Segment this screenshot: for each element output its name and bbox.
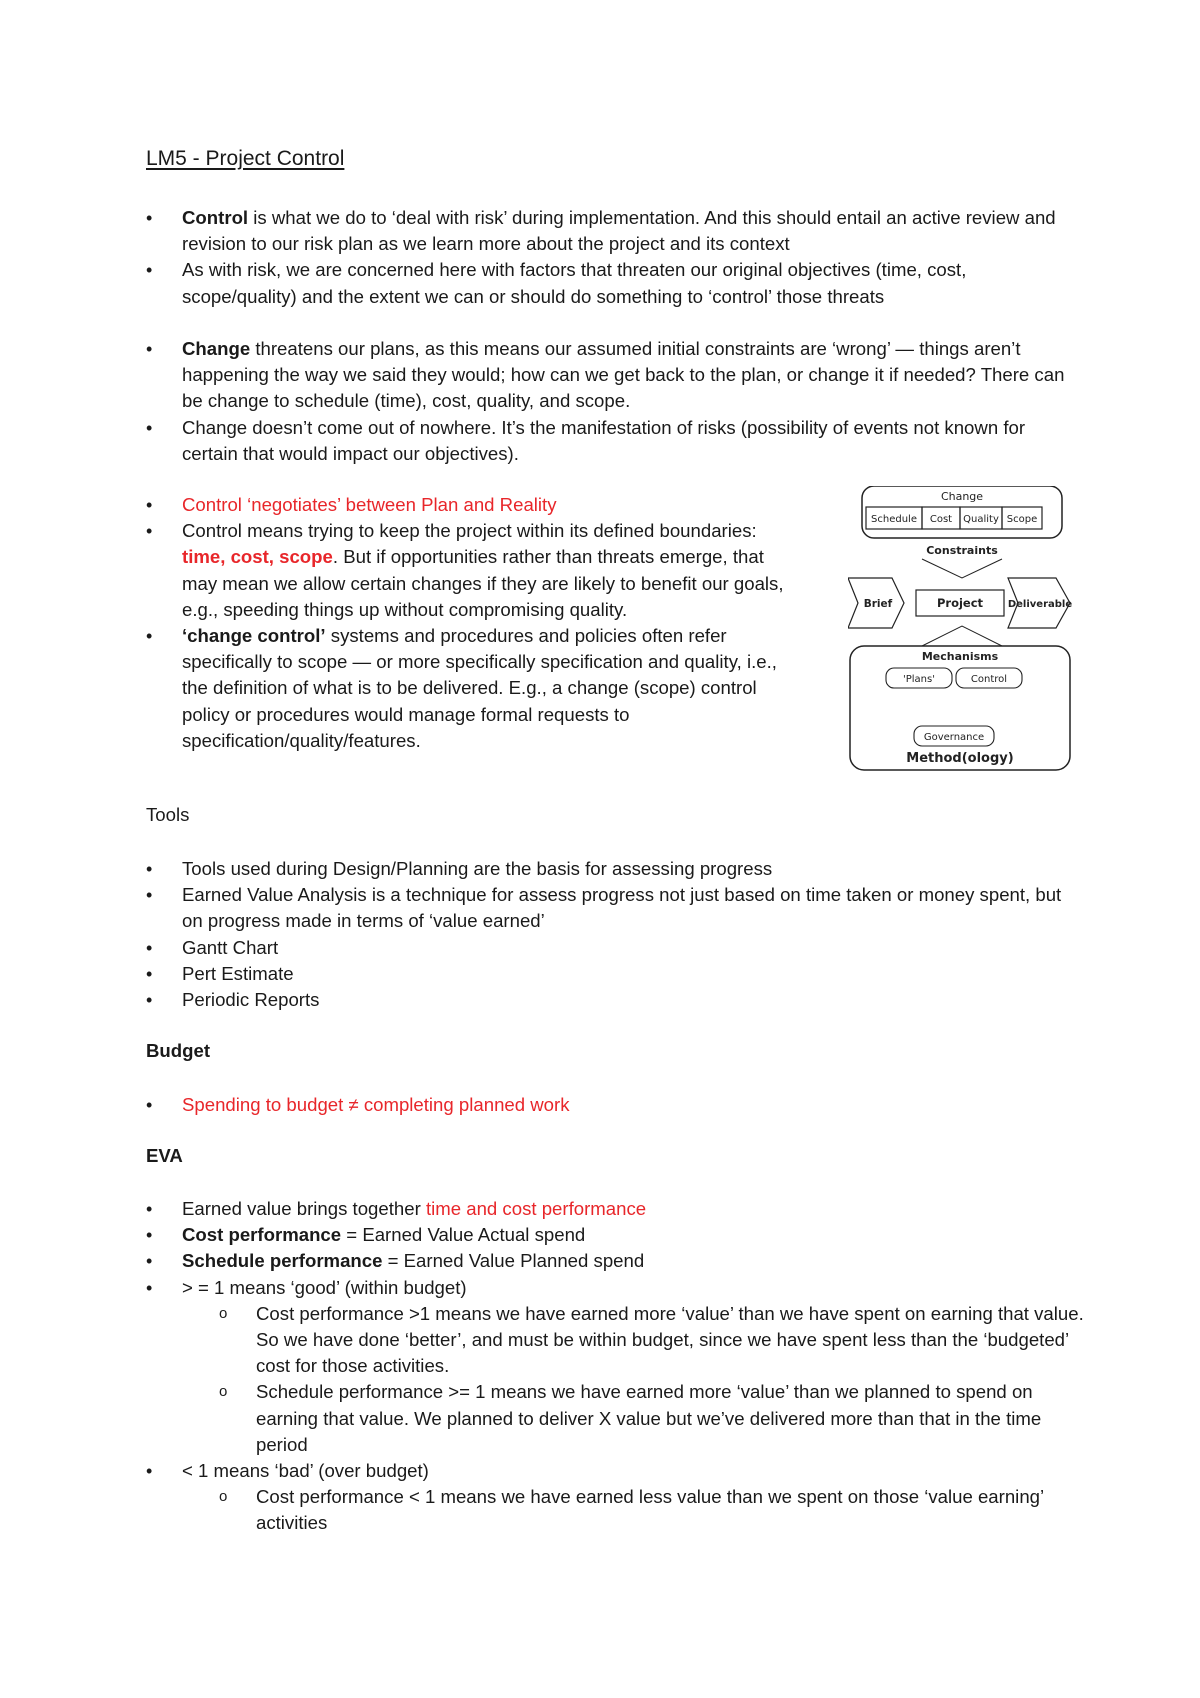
list-item-text: = Earned Value Planned spend: [382, 1250, 645, 1272]
change-label: Change: [940, 490, 984, 503]
list-item-text: Cost performance < 1 means we have earned less value than we spent on those ‘value earning’ activities: [256, 1486, 1044, 1534]
highlight-text: Control ‘negotiates’ between Plan and Reality: [182, 494, 557, 515]
list-item: [146, 518, 786, 623]
list-item: [146, 987, 1086, 1013]
highlight-text: time and cost performance: [425, 1198, 647, 1219]
cost-label: Cost: [929, 514, 953, 525]
sub-list: [182, 1484, 1086, 1536]
list-item-text: Schedule performance >= 1 means we have earned more ‘value’ than we planned to spend on earning that value. We planned to deliver X value but we’ve delivered more than that in the time period: [256, 1381, 1042, 1455]
sub-list-item: [219, 1484, 1086, 1536]
constraints-chevron: [922, 559, 1002, 578]
schedule-label: Schedule: [871, 514, 917, 525]
list-item-text: is what we do to ‘deal with risk’ during implementation. And this should entail an active review and revision to our risk plan as we learn more about the project and its context: [182, 207, 1056, 255]
list-item: [146, 961, 1086, 987]
quality-label: Quality: [963, 514, 999, 525]
control-label: Control: [970, 674, 1008, 685]
list-item: [146, 205, 1066, 257]
deliverable-label: Deliverable: [1007, 599, 1072, 610]
list-item: [146, 1458, 1086, 1537]
tools-heading: Tools: [146, 804, 190, 825]
list-item: [146, 336, 1066, 415]
eva-heading: EVA: [146, 1145, 183, 1166]
mechanisms-chevron: [922, 626, 1002, 646]
plans-label: 'Plans': [903, 674, 935, 685]
list-item-text: Change doesn’t come out of nowhere. It’s the manifestation of risks (possibility of events not known for certain that would impact our objectives).: [182, 416, 1026, 464]
list-item-text: threatens our plans, as this means our assumed initial constraints are ‘wrong’ — things aren’t happening the way we said they would; how can we get back to the plan, or change it if needed? There can be change to schedule (time), cost, quality, and scope.: [182, 338, 1065, 412]
list-item: [146, 1196, 1086, 1222]
governance-label: Governance: [923, 732, 985, 743]
term-schedule-performance: Schedule performance: [182, 1250, 383, 1272]
tools-list: [146, 856, 1086, 1013]
list-item: [146, 623, 786, 754]
control-list: [146, 492, 786, 754]
list-item-text: systems and procedures and policies often refer specifically to scope — or more specifically specification and quality, i.e., the definition of what is to be delivered. E.g., a change (scope) control policy or procedures would manage formal requests to specification/quality/features.: [182, 625, 777, 751]
budget-heading: Budget: [146, 1040, 211, 1061]
scope-label: Scope: [1006, 514, 1038, 525]
list-item: [146, 1092, 1086, 1118]
list-item: [146, 856, 1086, 882]
list-item-text: < 1 means ‘bad’ (over budget): [182, 1460, 429, 1482]
constraints-label: Constraints: [926, 544, 998, 557]
list-item-text: Tools used during Design/Planning are the basis for assessing progress: [182, 858, 773, 879]
highlight-text: time, cost, scope: [182, 546, 333, 568]
list-item: [146, 492, 786, 518]
list-item-text: Gantt Chart: [182, 936, 279, 958]
sub-list-item: [219, 1301, 1086, 1380]
term-cost-performance: Cost performance: [182, 1224, 342, 1246]
list-item-text: Cost performance >1 means we have earned more ‘value’ than we have spent on earning that value. So we have done ‘better’, and must be within budget, since we have spent less than the ‘budgeted’ cost for those activities.: [256, 1302, 1084, 1377]
list-item-text: As with risk, we are concerned here with factors that threaten our original objectives (time, cost, scope/quality) and the extent we can or should do something to ‘control’ those threats: [182, 259, 967, 307]
list-item-text: Earned Value Analysis is a technique for assess progress not just based on time taken or money spent, but on progress made in terms of ‘value earned’: [182, 884, 1062, 932]
list-item: [146, 1222, 1086, 1248]
term-change: Change: [182, 338, 251, 359]
project-label: Project: [936, 596, 984, 610]
eva-list: [146, 1196, 1086, 1537]
brief-label: Brief: [863, 598, 893, 610]
term-change-control: ‘change control’: [182, 625, 326, 647]
list-item: [146, 1248, 1086, 1274]
sub-list: [182, 1301, 1086, 1458]
list-item: [146, 882, 1086, 934]
project-control-diagram: [848, 486, 1072, 772]
list-item-text: Control means trying to keep the project within its defined boundaries:: [182, 520, 757, 542]
change-list: [146, 336, 1066, 467]
sub-list-item: [219, 1379, 1086, 1458]
budget-list: [146, 1092, 1086, 1118]
list-item-text: > = 1 means ‘good’ (within budget): [182, 1276, 467, 1298]
list-item: [146, 1275, 1086, 1458]
list-item-text: Periodic Reports: [182, 989, 320, 1011]
list-item: [146, 935, 1086, 961]
page-title: LM5 - Project Control: [146, 147, 345, 170]
methodology-label: Method(ology): [906, 751, 1014, 766]
list-item-text: . But if opportunities rather than threats emerge, that may mean we allow certain changes if they are likely to benefit our goals, e.g., speeding things up without compromising quality.: [182, 546, 784, 620]
list-item-text: Earned value brings together: [182, 1198, 426, 1219]
term-control: Control: [182, 207, 249, 228]
list-item: [146, 257, 1066, 309]
list-item-text: Pert Estimate: [182, 962, 294, 984]
mechanisms-label: Mechanisms: [921, 650, 999, 663]
list-item: [146, 415, 1066, 467]
list-item-text: = Earned Value Actual spend: [341, 1224, 586, 1246]
intro-list: [146, 205, 1066, 310]
highlight-text: Spending to budget ≠ completing planned work: [182, 1094, 570, 1115]
